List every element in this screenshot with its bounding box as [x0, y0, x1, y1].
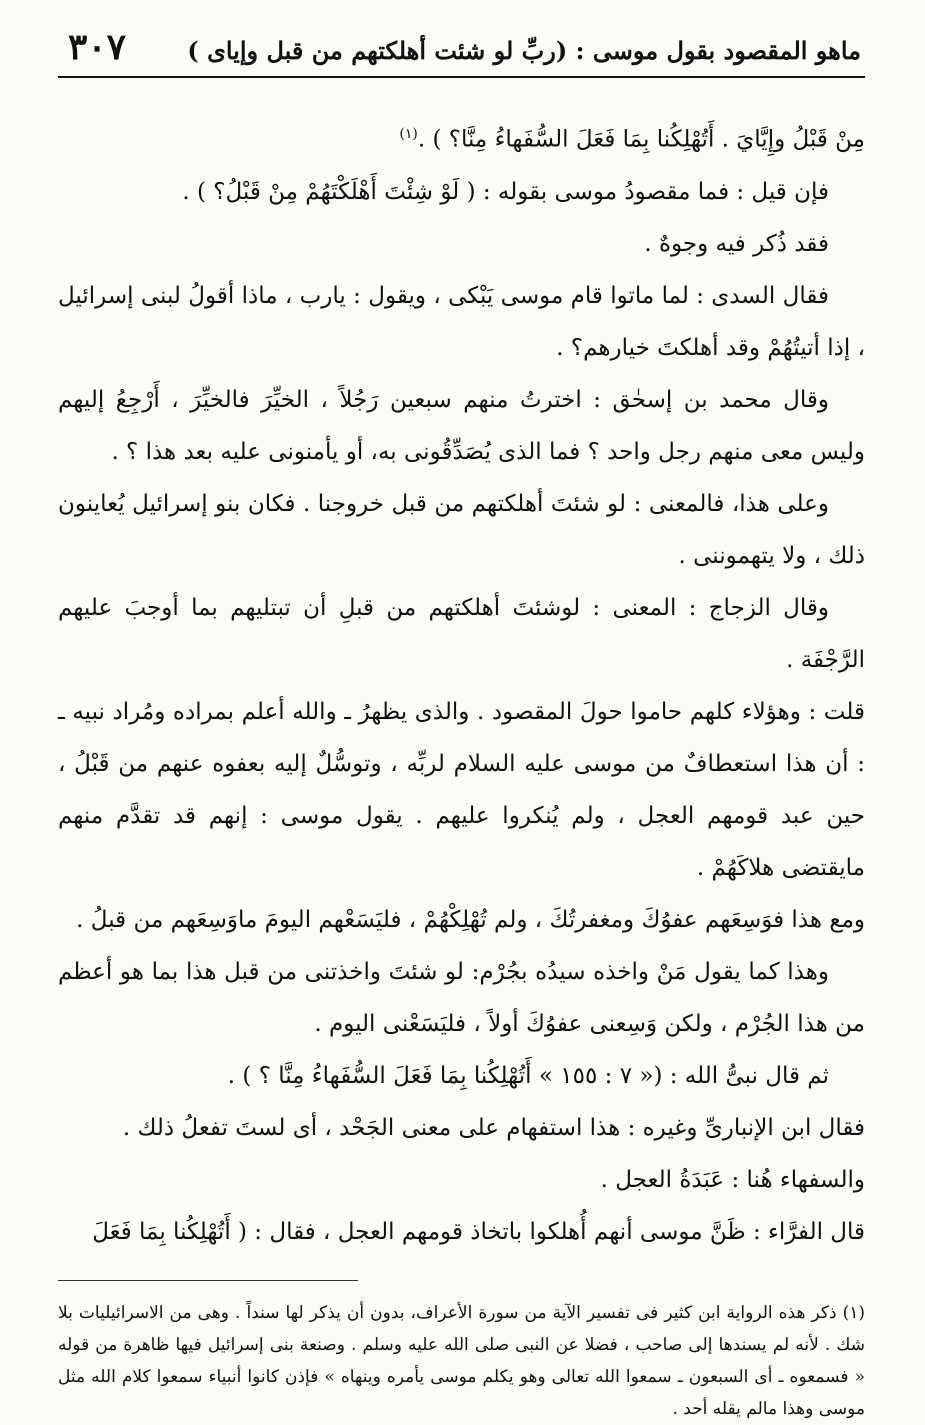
paragraph: وقال الزجاج : المعنى : لوشئتَ أهلكتهم من قبلِ أن تبتليهم بما أوجبَ عليهم الرَّجْفَة . [58, 594, 865, 673]
running-title: ماهو المقصود بقول موسى : (ربِّ لو شئت أهلكتهم من قبل وإياى ) [187, 36, 861, 65]
paragraph: وقال محمد بن إسحٰق : اخترتُ منهم سبعين رَجُلاً ، الخيِّرَ فالخيِّرَ ، أَرْجِعُ إليهم وليس معى منهم رجل واحد ؟ فما الذى يُصَدِّقُونى به، أو يأمنونى عليه بعد هذا ؟ . [58, 386, 865, 465]
paragraph: قلت : وهؤلاء كلهم حاموا حولَ المقصود . والذى يظهرُ ـ والله أعلم بمراده ومُراد نبيه ـ : أن هذا استعطافٌ من موسى عليه السلام لربِّه ، وتوسُّلٌ إليه بعفوه عنهم من قَبْلُ ، حين عبد قومهم العجل ، ولم يُنكروا عليهم . يقول موسى : إنهم قد تقدَّم منهم مايقتضى هلاكَهُمْ . [58, 698, 865, 881]
page-header [58, 26, 865, 78]
page-number: ٣٠٧ [68, 26, 127, 68]
paragraph: والسفهاء هُنا : عَبَدَةُ العجل . [600, 1166, 865, 1193]
paragraph: قال الفرَّاء : ظَنَّ موسى أنهم أُهلكوا باتخاذ قومهم العجل ، فقال : ( أَتُهْلِكُنا بِمَا فَعَلَ [92, 1218, 865, 1245]
footnote-text: ذكر هذه الرواية ابن كثير فى تفسير الآية من سورة الأعراف، بدون أن يذكر لها سنداً . وهى من الاسرائيليات بلا شك . لأنه لم يسندها إلى صاحب ، فضلا عن النبى صلى الله عليه وسلم . وصنعة بنى إسرائيل فيها ظاهرة من قوله « فسمعوه ـ أى السبعون ـ سمعوا الله تعالى وهو يكلم موسى يأمره وينهاه » فإذن كانوا أنبياء سمعوا كلام الله مثل موسى وهذا مالم يقله أحد . [58, 1302, 865, 1419]
footnote-marker: (١) [842, 1302, 865, 1323]
footnote-divider [58, 1280, 358, 1281]
paragraph: وهذا كما يقول مَنْ واخذه سيدُه بجُرْم: لو شئتَ واخذتنى من قبل هذا بما هو أعظم من هذا الجُرْم ، ولكن وَسِعنى عفوُكَ أولاً ، فليَسَعْنى اليوم . [58, 958, 865, 1037]
paragraph: فإن قيل : فما مقصودُ موسى بقوله : ( لَوْ شِئْتَ أَهْلَكْتَهُمْ مِنْ قَبْلُ؟ ) . [182, 178, 829, 205]
page-body [58, 108, 865, 1258]
paragraph: مِنْ قَبْلُ وإِيَّايَ . أَتُهْلِكُنا بِمَا فَعَلَ السُّفَهاءُ مِنَّا؟ ) .$^{(١)}$ [399, 126, 865, 153]
paragraph: فقد ذُكر فيه وجوهٌ . [644, 230, 829, 257]
paragraph: ثم قال نبىُّ الله : (« ٧ : ١٥٥ » أَتُهْلِكُنا بِمَا فَعَلَ السُّفَهاءُ مِنَّا ؟ ) . [227, 1062, 829, 1089]
paragraph: وعلى هذا، فالمعنى : لو شئتَ أهلكتهم من قبل خروجنا . فكان بنو إسرائيل يُعاينون ذلك ، ولا يتهموننى . [58, 490, 865, 569]
paragraph: فقال السدى : لما ماتوا قام موسى يَبْكى ، ويقول : يارب ، ماذا أقولُ لبنى إسرائيل ، إذا أتيتُهُمْ وقد أهلكتَ خيارهم؟ . [58, 282, 865, 361]
footnote-reference: (١) [399, 126, 418, 142]
footnote [58, 1297, 865, 1425]
paragraph: فقال ابن الإنبارىِّ وغيره : هذا استفهام على معنى الجَحْد ، أى لستَ تفعلُ ذلك . [122, 1114, 865, 1141]
paragraph: ومع هذا فوَسِعَهم عفوُكَ ومغفرتُكَ ، ولم تُهْلِكْهُمْ ، فليَسَعْهم اليومَ ماوَسِعَهم من قبلُ . [76, 906, 865, 933]
